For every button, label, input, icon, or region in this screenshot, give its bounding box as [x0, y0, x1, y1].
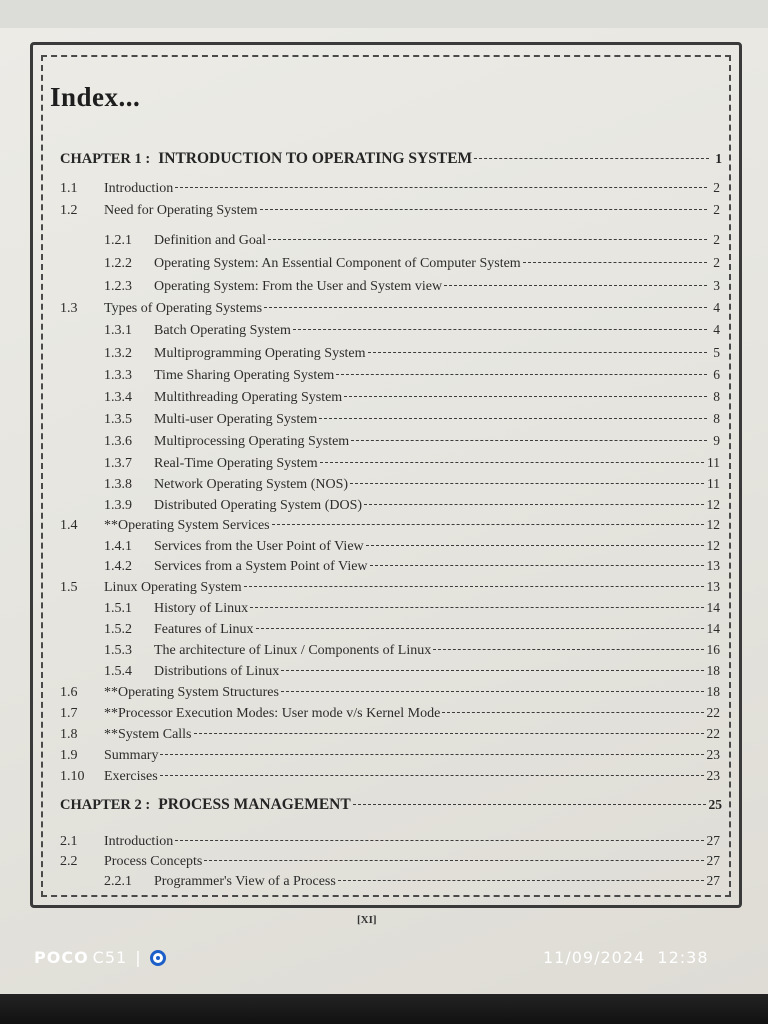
toc-entry-number: 2.2: [60, 854, 78, 869]
toc-entry: [104, 278, 720, 298]
dot-leader: [194, 733, 704, 734]
camera-model: C51: [92, 948, 128, 967]
toc-entry-page: 23: [706, 768, 720, 783]
toc-entry-page: 13: [706, 579, 720, 594]
toc-entry-number: 1.6: [60, 685, 78, 700]
toc-entry-number: 1.5: [60, 580, 78, 595]
toc-entry-title: **Operating System Structures: [104, 685, 279, 700]
toc-entry-page: 4: [713, 300, 720, 315]
chapter-page: 1: [715, 151, 722, 166]
toc-entry: [104, 642, 720, 662]
toc-entry-page: 2: [713, 180, 720, 195]
toc-entry-number: 1.3.7: [104, 456, 132, 471]
camera-brand: POCO: [34, 948, 89, 967]
watermark-separator: |: [135, 948, 142, 967]
toc-entry-title: Features of Linux: [154, 622, 254, 637]
toc-entry: [60, 300, 720, 320]
toc-entry-number: 1.2.1: [104, 233, 132, 248]
toc-entry-number: 1.10: [60, 769, 85, 784]
dot-leader: [350, 483, 704, 484]
toc-entry-page: 14: [706, 600, 720, 615]
toc-entry-number: 1.3.9: [104, 498, 132, 513]
toc-entry-number: 1.2.2: [104, 256, 132, 271]
dot-leader: [260, 209, 707, 210]
toc-entry-page: 14: [706, 621, 720, 636]
toc-entry-page: 12: [706, 538, 720, 553]
toc-entry-page: 8: [713, 411, 720, 426]
toc-entry: [60, 684, 720, 704]
dot-leader: [160, 775, 704, 776]
toc-entry-title: Operating System: From the User and System view: [154, 279, 443, 294]
toc-entry: [104, 538, 720, 558]
toc-entry-page: 9: [713, 433, 720, 448]
camera-watermark: [34, 948, 166, 967]
toc-entry-page: 2: [713, 202, 720, 217]
toc-entry-page: 23: [706, 747, 720, 762]
toc-entry-number: 1.3.8: [104, 477, 132, 492]
toc-entry-title: Multithreading Operating System: [154, 390, 343, 405]
toc-entry-number: 1.5.1: [104, 601, 132, 616]
toc-entry-title: Linux Operating System: [104, 580, 242, 595]
toc-entry-number: 2.1: [60, 834, 78, 849]
dot-leader: [364, 504, 703, 505]
toc-entry-title: Types of Operating Systems: [104, 301, 263, 316]
toc-entry-title: Network Operating System (NOS): [154, 477, 349, 492]
toc-entry: [104, 232, 720, 252]
toc-entry-title: Services from the User Point of View: [154, 539, 364, 554]
dot-leader: [319, 418, 707, 419]
toc-entry-number: 1.2.3: [104, 279, 132, 294]
toc-entry: [104, 455, 720, 475]
toc-entry-page: 4: [713, 322, 720, 337]
toc-entry: [60, 180, 720, 200]
chapter-heading: [60, 796, 722, 816]
toc-entry: [104, 345, 720, 365]
chapter-page: 25: [708, 797, 722, 812]
toc-entry-page: 12: [706, 517, 720, 532]
toc-entry-number: 1.5.3: [104, 643, 132, 658]
toc-entry-number: 1.9: [60, 748, 78, 763]
dot-leader: [268, 239, 707, 240]
toc-entry: [60, 579, 720, 599]
toc-entry-title: Operating System: An Essential Component of Computer System: [154, 256, 521, 271]
toc-entry-title: Multi-user Operating System: [154, 412, 318, 427]
toc-entry-page: 6: [713, 367, 720, 382]
dot-leader: [523, 262, 707, 263]
dot-leader: [351, 440, 707, 441]
toc-entry-title: The architecture of Linux / Components of Linux: [154, 643, 432, 658]
toc-entry-title: Multiprogramming Operating System: [154, 346, 366, 361]
chapter-label: CHAPTER 2 :: [60, 797, 151, 813]
dot-leader: [444, 285, 707, 286]
toc-entry-page: 27: [706, 873, 720, 888]
toc-entry-page: 27: [706, 853, 720, 868]
toc-entry-number: 1.3.3: [104, 368, 132, 383]
toc-entry-title: **Operating System Services: [104, 518, 270, 533]
toc-entry: [104, 433, 720, 453]
toc-entry: [104, 873, 720, 893]
toc-entry: [60, 202, 720, 222]
toc-entry-page: 22: [706, 705, 720, 720]
toc-entry: [104, 476, 720, 496]
dot-leader: [366, 545, 704, 546]
toc-entry-title: Real-Time Operating System: [154, 456, 318, 471]
dot-leader: [160, 754, 703, 755]
dot-leader: [320, 462, 704, 463]
dot-leader: [474, 158, 709, 159]
toc-entry-number: 1.4.1: [104, 539, 132, 554]
chapter-heading: [60, 150, 722, 170]
toc-entry: [60, 768, 720, 788]
toc-entry: [60, 853, 720, 873]
toc-entry-page: 3: [713, 278, 720, 293]
photo-date: 11/09/2024: [543, 948, 646, 967]
toc-entry-title: Distributed Operating System (DOS): [154, 498, 363, 513]
toc-entry-number: 1.3.4: [104, 390, 132, 405]
toc-entry-title: Distributions of Linux: [154, 664, 280, 679]
toc-entry-title: Introduction: [104, 181, 174, 196]
toc-entry-number: 1.3.1: [104, 323, 132, 338]
dot-leader: [368, 352, 707, 353]
toc-entry-number: 1.3.6: [104, 434, 132, 449]
eye-icon: [150, 950, 166, 966]
toc-entry: [60, 517, 720, 537]
toc-entry-number: 1.4.2: [104, 559, 132, 574]
toc-entry: [104, 663, 720, 683]
chapter-title: INTRODUCTION TO OPERATING SYSTEM: [158, 150, 473, 167]
chapter-label: CHAPTER 1 :: [60, 151, 151, 167]
toc-entry-number: 1.3.2: [104, 346, 132, 361]
toc-entry-number: 1.1: [60, 181, 78, 196]
toc-entry: [104, 558, 720, 578]
dot-leader: [175, 187, 707, 188]
dot-leader: [344, 396, 707, 397]
toc-entry-number: 1.2: [60, 203, 78, 218]
toc-entry-number: 1.5.4: [104, 664, 132, 679]
toc-entry-number: 1.8: [60, 727, 78, 742]
toc-entry-page: 2: [713, 255, 720, 270]
toc-entry-title: History of Linux: [154, 601, 249, 616]
chapter-title: PROCESS MANAGEMENT: [158, 796, 351, 813]
toc-entry-page: 18: [706, 663, 720, 678]
toc-entry: [60, 747, 720, 767]
toc-entry-page: 18: [706, 684, 720, 699]
toc-entry: [104, 621, 720, 641]
dot-leader: [442, 712, 703, 713]
dot-leader: [338, 880, 704, 881]
toc-entry-title: Exercises: [104, 769, 158, 784]
toc-entry-page: 27: [706, 833, 720, 848]
toc-entry-title: Introduction: [104, 834, 174, 849]
toc-entry-title: Summary: [104, 748, 159, 763]
dot-leader: [244, 586, 704, 587]
toc-entry-title: Batch Operating System: [154, 323, 291, 338]
toc-entry-title: Process Concepts: [104, 854, 203, 869]
toc-entry: [104, 411, 720, 431]
dot-leader: [370, 565, 704, 566]
dot-leader: [281, 691, 704, 692]
toc-entry-page: 22: [706, 726, 720, 741]
toc-entry-page: 13: [706, 558, 720, 573]
photo-time: 12:38: [657, 948, 709, 967]
dot-leader: [250, 607, 703, 608]
dot-leader: [281, 670, 703, 671]
page-number-footer: [XI]: [357, 914, 377, 926]
dot-leader: [433, 649, 703, 650]
dot-leader: [293, 329, 707, 330]
toc-entry: [60, 833, 720, 853]
toc-entry: [104, 389, 720, 409]
toc-entry-title: **System Calls: [104, 727, 192, 742]
toc-entry-title: Services from a System Point of View: [154, 559, 368, 574]
toc-entry-title: Multiprocessing Operating System: [154, 434, 350, 449]
toc-entry-number: 1.4: [60, 518, 78, 533]
dot-leader: [336, 374, 707, 375]
toc-entry-page: 5: [713, 345, 720, 360]
index-title: Index...: [50, 82, 141, 112]
toc-entry: [104, 322, 720, 342]
toc-entry-page: 11: [707, 455, 720, 470]
toc-entry-page: 8: [713, 389, 720, 404]
toc-entry-page: 12: [706, 497, 720, 512]
toc-entry-title: Definition and Goal: [154, 233, 266, 248]
dot-leader: [256, 628, 704, 629]
toc-entry-number: 1.3.5: [104, 412, 132, 427]
toc-entry-title: Programmer's View of a Process: [154, 874, 336, 889]
dot-leader: [204, 860, 703, 861]
dot-leader: [264, 307, 707, 308]
photo-timestamp: [543, 948, 709, 967]
toc-entry-title: Time Sharing Operating System: [154, 368, 335, 383]
toc-entry-page: 16: [706, 642, 720, 657]
toc-entry: [104, 497, 720, 517]
dot-leader: [353, 804, 706, 805]
toc-entry-number: 1.7: [60, 706, 78, 721]
toc-entry: [104, 600, 720, 620]
toc-entry-title: Need for Operating System: [104, 203, 258, 218]
toc-entry: [104, 367, 720, 387]
toc-entry-number: 1.3: [60, 301, 78, 316]
toc-entry: [104, 255, 720, 275]
dot-leader: [272, 524, 704, 525]
toc-entry: [60, 705, 720, 725]
toc-entry-page: 2: [713, 232, 720, 247]
dot-leader: [175, 840, 703, 841]
toc-entry-title: **Processor Execution Modes: User mode v/s Kernel Mode: [104, 706, 441, 721]
toc-entry-number: 2.2.1: [104, 874, 132, 889]
toc-entry: [60, 726, 720, 746]
toc-entry-number: 1.5.2: [104, 622, 132, 637]
toc-entry-page: 11: [707, 476, 720, 491]
